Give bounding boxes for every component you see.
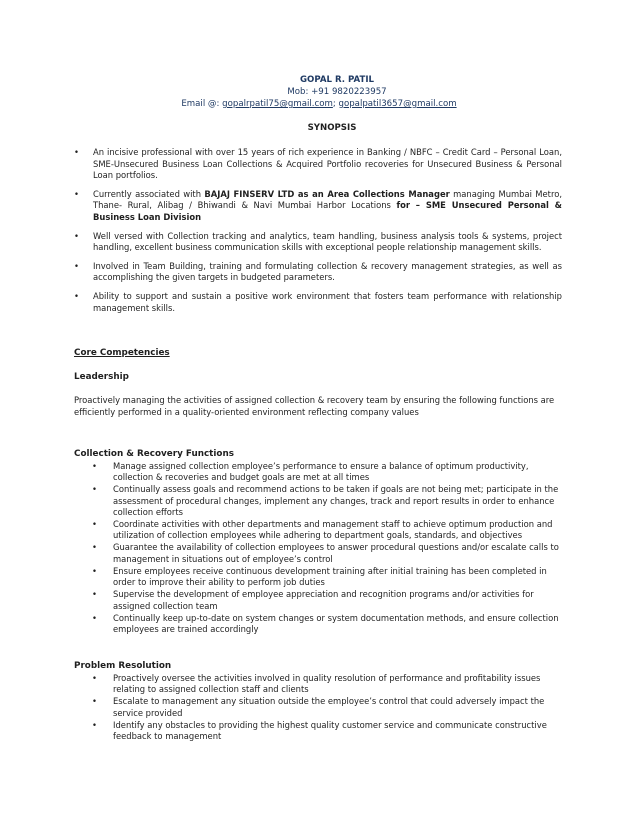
synopsis-item: [74, 261, 562, 284]
bullet-icon: •: [74, 290, 79, 301]
list-item: [92, 519, 562, 542]
email-label: Email @:: [181, 99, 223, 109]
problem-resolution-heading: Problem Resolution: [74, 661, 172, 671]
bullet-icon: •: [74, 230, 79, 241]
list-item-text: Continually assess goals and recommend actions to be taken if goals are not being met; participate in the assessment of procedural changes, implement any changes, track and report results in order to enhance collection efforts: [113, 484, 559, 517]
synopsis-text: Well versed with Collection tracking and analytics, team handling, business analysis tools & systems, project handling, excellent business communication skills with exceptional people relationship management skills.: [93, 230, 562, 253]
bullet-icon: •: [92, 461, 97, 471]
leadership-text: Proactively managing the activities of assigned collection & recovery team by ensuring the following functions are efficiently performed in a quality-oriented environment reflecting company values: [74, 395, 555, 417]
bullet-icon: •: [92, 484, 97, 495]
synopsis-title: SYNOPSIS: [307, 123, 357, 133]
bullet-icon: •: [92, 719, 97, 730]
synopsis-text-mid: managing Mumbai Metro, Thane- Rural, Alibag / Bhiwandi & Navi Mumbai Harbor Locations: [93, 188, 562, 211]
division-highlight: for – SME Unsecured Personal & Business Loan Division: [93, 200, 562, 222]
email-separator: ;: [332, 99, 339, 109]
list-item-text: Coordinate activities with other departments and management staff to achieve optimum production and utilization of collection employees while adhering to department goals, standards, and objectives: [113, 519, 553, 541]
email-line: [0, 99, 638, 109]
bullet-icon: •: [92, 519, 97, 530]
synopsis-item: [74, 189, 562, 224]
bullet-icon: •: [92, 612, 97, 623]
synopsis-text: An incisive professional with over 15 years of rich experience in Banking / NBFC – Credit Card – Personal Loan, SME-Unsecured Business Loan Collections & Acquired Portfolio recoveries for Unsecured Business & Personal Loan portfolios.: [93, 147, 562, 181]
core-competencies-heading: Core Competencies: [74, 348, 170, 358]
list-item-text: Continually keep up-to-date on system changes or system documentation methods, and ensure collection employees are trained accordingly: [113, 612, 559, 634]
list-item: [92, 720, 562, 743]
list-item: [92, 589, 562, 612]
list-item-text: Escalate to management any situation outside the employee’s control that could adversely impact the service provided: [113, 696, 545, 718]
list-item: [92, 484, 562, 518]
bullet-icon: •: [92, 673, 97, 683]
list-item-text: Proactively oversee the activities involved in quality resolution of performance and profitability issues relating to assigned collection staff and clients: [113, 673, 541, 695]
list-item-text: Guarantee the availability of collection employees to answer procedural questions and/or escalate calls to management in situations out of employee’s control: [113, 542, 559, 564]
synopsis-text: Involved in Team Building, training and formulating collection & recovery management strategies, as well as accomplishing the given targets in budgeted parameters.: [93, 260, 562, 283]
leadership-heading: Leadership: [74, 372, 129, 382]
email-link-primary[interactable]: gopalrpatil75@gmail.com: [222, 99, 333, 109]
problem-list: [92, 673, 562, 743]
employer-highlight: BAJAJ FINSERV LTD as an Area Collections Manager: [204, 188, 450, 199]
list-item: [92, 461, 562, 484]
synopsis-item: [74, 147, 562, 182]
list-item: [92, 542, 562, 565]
list-item: [92, 696, 562, 719]
synopsis-item: [74, 231, 562, 254]
list-item-text: Identify any obstacles to providing the highest quality customer service and communicate constructive feedback to management: [113, 719, 547, 742]
synopsis-list: [74, 147, 562, 321]
synopsis-text: Ability to support and sustain a positive work environment that fosters team performance with relationship management skills.: [93, 290, 562, 313]
email-link-secondary[interactable]: gopalpatil3657@gmail.com: [338, 99, 457, 109]
list-item-text: Supervise the development of employee appreciation and recognition programs and/or activities for assigned collection team: [113, 589, 534, 611]
bullet-icon: •: [74, 260, 79, 271]
list-item-text: Ensure employees receive continuous development training after initial training has been completed in order to improve their ability to perform job duties: [113, 565, 547, 588]
collection-heading: Collection & Recovery Functions: [74, 449, 234, 459]
bullet-icon: •: [92, 589, 97, 600]
bullet-icon: •: [92, 542, 97, 553]
bullet-icon: •: [92, 696, 97, 707]
list-item: [92, 673, 562, 696]
mobile-number: Mob: +91 9820223957: [287, 87, 387, 97]
list-item: [92, 566, 562, 589]
bullet-icon: •: [92, 565, 97, 576]
synopsis-item: [74, 291, 562, 314]
collection-list: [92, 461, 562, 636]
candidate-name: GOPAL R. PATIL: [299, 75, 375, 85]
synopsis-text-pre: Currently associated with: [93, 188, 205, 199]
list-item: [92, 613, 562, 636]
bullet-icon: •: [74, 188, 79, 199]
bullet-icon: •: [74, 147, 79, 157]
list-item-text: Manage assigned collection employee’s performance to ensure a balance of optimum productivity, collection & recoveries and budget goals are met at all times: [113, 461, 529, 483]
